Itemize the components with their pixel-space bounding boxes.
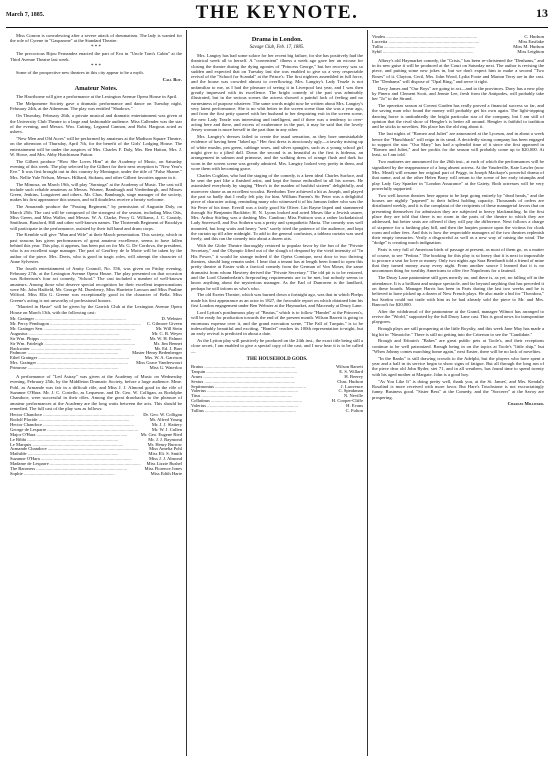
cast-actor: H. Evans <box>346 403 363 409</box>
page-number: 13 <box>536 6 548 20</box>
cast-list <box>10 413 182 477</box>
cast-actor: H. Cooper-Cliffe <box>331 398 363 404</box>
cast-role: Sybil ..... <box>372 50 517 55</box>
cast-role: Rodolf Placide ..... <box>10 418 150 423</box>
cast-actor: Master Henry Bedenberger <box>132 350 182 356</box>
cast-role: Sophie ..... <box>10 472 151 477</box>
cast-list <box>372 35 544 55</box>
cast-role: Major O'Hara ..... <box>10 433 141 438</box>
article-body <box>372 58 544 400</box>
cast-role: Ethel Grainger ..... <box>10 356 145 361</box>
newspaper-title: THE KEYNOTE. <box>195 2 359 23</box>
cast-row <box>372 50 544 55</box>
paragraph: Charles Coghlan, who had the staging of the comedy, is a keen ideal Charles Surface, and he sent the part like a finished artist, and kept the house enthralled in all his scenes. He astonished everybody by singing "Here's to the maiden of bashful sixteen" delightfully, and moreover shone as an excellent vocalist. Beerbohm Tree achieved a hit as Joseph, and played the part so badly that I really felt pity for him. William Farren's Sir Peter was a delightful piece of character acting, reminding many who witnessed it of his famous father who was the Sir Peter of his time. Everill was a fairly good Sir Oliver. Lin Rayne lisped and stammered through Sir Benjamin Backbite; H. N. Lyons looked and acted Moses like a Jewish usurer, Mrs. Arthur Stirling was a dashing Mrs. Candour; Miss Pattison was a rather lackadaisical Lady Sneerwell, and Eva Sothern was a pretty and sympathetic Maria. The comedy was well mounted, but long waits and heavy "sets" sorely tried the patience of the audience, and kept the curtain up till after midnight. To add to the general confusion, a tableau curtain was used freely, and this ran the comedy into about a dozen acts. <box>191 172 363 242</box>
cast-role: Augustus ..... <box>10 332 152 337</box>
cast-list <box>191 365 363 414</box>
star-separator: * * * <box>91 63 101 69</box>
cast-actor: Dr. Geo. W. Colligan <box>143 412 182 418</box>
cast-role: Aruns ..... <box>191 375 344 380</box>
cast-role: Hector Chandoce ..... <box>10 413 143 418</box>
paragraph: Mrs. Langtry's dresses failed to create the usual sensation, as they bore unmistakable evidence of having been "faked up." Her first dress is atrociously ugly—a tawdry mixing up of white muslin, pea green, cabbage roses, and silver spangles, such as a young school girl might give to a jilted doll. Down the second is as beautiful as the first is hideous, an arrangement in salmon and primrose, and the walking dress of orange flush and dark fur worn in the screen scene was greatly admired. Mrs. Langtry looked very pretty in them, and wore them with becoming grace. <box>191 134 363 171</box>
cast-role: Tullius ..... <box>191 409 346 414</box>
article-body <box>191 53 363 354</box>
article-body <box>10 94 182 315</box>
cast-actor: Mr. Henry Burrow <box>147 441 182 447</box>
signature: Charles Millward. <box>507 401 544 407</box>
paragraph: The Drury Lane pantomime still goes merrily on, and there is, as yet, no falling off in the attendance. It is a brilliant and unique spectacle, and far beyond anything that has preceded it on these boards. Manager Harris has been in Paris during the last two weeks and he is believed to have picked up a dozen of New French plays. He also made a bid for "Theodora," but Sardou could not trade with him as he had already sold the piece to Mr. and Mrs. Bancroft for $20,000. <box>372 275 544 307</box>
cast-role: Sir Wm. Phipps ..... <box>10 337 150 342</box>
cast-row <box>10 366 182 371</box>
paragraph: Two matinees are announced for the 26th inst., at each of which the performances will be signalized by the reappearance of a long absent actress. At the Vaudeville, Kate Lawler (now Mrs. Mead) will resume her original part of Peggy, in Joseph Mackaye's powerful drama of that name, and at the other Helen Barry will return to the scene of her early triumphs and play Lady Gay Spanker in "London Assurance" at the Gaiety. Both actresses will be very powerfully supported. <box>372 159 544 191</box>
cast-actor: D. Webster <box>161 316 182 322</box>
column-1 <box>10 33 182 756</box>
article-body <box>10 374 182 411</box>
cast-actor: C. Speakman <box>338 388 363 394</box>
paragraph: After the withdrawal of the pantomime at the Grand, manager Wilmot has arranged to revive the "World," supported by the full Drury Lane cast. This is good news for transpontine playgoers. <box>372 308 544 325</box>
paragraph: Paris is very full of American birds of passage at present, as most of them go, as a matter of course, to see "Fedora." The booking for this play is so heavy that it is next to impossible to procure a seat for love or money. Only two nights ago Sara Bernhardt told a friend of mine that they turned money away every night. From another source I learned that it is no uncommon thing for wealthy Americans to offer five Napoleons for a fauteuil. <box>372 247 544 274</box>
cast-heading: THE HOUSEHOLD GODS. <box>246 356 308 362</box>
paragraph: The precocious Bijou Fernandez enacted the part of Eva in "Uncle Tom's Cabin" at the Third Avenue Theatre last week. <box>10 51 182 62</box>
cast-role: Le Marquis ..... <box>10 443 148 448</box>
cast-role: Sextus ..... <box>191 380 337 385</box>
section-heading: Amateur Notes. <box>74 85 118 93</box>
cast-actor: N. Neville <box>343 393 363 399</box>
paragraph: With the Globe Theatre thoroughly restored to popular favor by the fun of the "Private Secretary," and the Olympic lifted out of the slough of despond by the vivid intensity of "In His Power," it would be strange indeed if the Opéra Comique, next door to two thriving theatres, should long remain unlet. I hear that a tenant has at length been found to open this pretty theatre at Easter with a farcical comedy from the German of Von Moser, the same dramatist from whom Hawtrey derived the "Private Secretary." The old pit is to be restored, and the Lord Chamberlain's fireproofing requirements are to be met, but nobody seems to know anything about the mysterious manager. As the Earl of Dunraven is the landlord, perhaps he will inform us who's who. <box>191 243 363 291</box>
paragraph: The Kemble will give "Man and Wife" at their March presentation. This society, which in past seasons has given performances of great amateur excellence, seems to have fallen behind this year. This play, it appears, has been put on for Mr. G. De Cordova, the president, who is an excellent stage manager. The part of Geoffrey de la Motte will be taken by the author of the piece. Mrs. Davis, who is good in tragic roles, will attempt the character of Anne Sylvester. <box>10 232 182 264</box>
signature: Call Boy. <box>162 76 182 82</box>
cast-actor: Miss G. Waterloo <box>149 365 182 371</box>
cast-actor: Mr. W. H. Palmer <box>149 335 182 341</box>
paragraph: The old Exeter Theatre, which was burned down a fortnight ago, was that in which Phelps made his first appearance as an actor in 1827, the favorable report on which obtained him his first London engagement under Ben Webster at the Haymarket, and Macready at Drury Lane. <box>191 292 363 309</box>
cast-role: Vindex ..... <box>372 35 524 40</box>
cast-actor: Wilson Barrett <box>336 363 363 369</box>
cast-actor: Mr. Will Stein <box>155 325 182 331</box>
cast-role: Sir Wm. Fairleigh ..... <box>10 342 154 347</box>
cast-role: Tullia ..... <box>372 45 513 50</box>
paragraph: "In the Ranks" is still drawing crowds to the Adelphi, but the players who have spent a year and a half in its service begin to show signs of fatigue. But all through the long run of the piece dear old John Ryder, stet 71, and in all weathers, has found time to spend twenty with his aged mother at Margate. John is a good boy. <box>372 355 544 377</box>
paragraph: Miss Conron is convalescing after a severe attack of rheumatism. The lady is wanted for the role of Cyrene in "Gasparone" at the Standard Theatre. <box>10 33 182 44</box>
cast-role: Madame de Lesparre ..... <box>10 462 147 467</box>
paragraph: On Thursday, February 26th, a private musical and dramatic entertainment was given at the University Club Theatre to a large and fashionable audience. Miss Callender was the star of the evening, and Messrs. Wm. Cutting, Legrand Cannon, and Robt. Hargous acted as ushers. <box>10 113 182 135</box>
paragraph: "New Men and Old Acres" will be performed by amateurs at the Madison Square Theatre, on the afternoon of Thursday, April 7th, for the benefit of the Girls' Lodging House. The entertainment will be under the auspices of Mrs. Charles F. Daly, Mrs. Ben Hatton, Mrs. J. W. Howe, and Mrs. Abby Hutchinson Patton. <box>10 136 182 157</box>
cast-actor: Mr. Geo. Eugene Ried <box>140 431 182 437</box>
cast-actor: Miss Florence Jones <box>144 466 182 472</box>
paragraph: Albery's old Haymarket comedy, the "Crisis," has been re-christened the "Denhams," and in its new guise it will be produced at the Court on Saturday next. The author is revising the piece, and putting some new jokes in, but we don't expect him to make a second "Two Roses" of it. Clayton, Cecil, Mrs. John Wood, Lydia Foote and Marion Terry are in the cast. The "Denhams" will dispose of "Opal Ring," and serve it right. <box>372 57 544 84</box>
paragraph: The Mimosa, on March 19th, will play "Saratoga" at the Academy of Music. The cast will include such reliable amateurs as Messrs. Warner, Bamburgh and Vredenburgh, and Misses Green, Jenkins, Longstreet and others. Mr. Chas. Bamburgh, stage manager of the society, makes his first appearance this season, and will doubtless receive a hearty welcome. <box>10 181 182 203</box>
cast-row <box>10 472 182 477</box>
masthead-rule <box>6 27 548 28</box>
paragraph: As the Lytton play will positively be produced on the 24th inst., the exact title being still a close secret, I am enabled to give a special copy of the cast, and I now hear it is to be called— <box>191 338 363 354</box>
cast-actor: E. S. Willard <box>339 368 363 374</box>
cast-role: Primrose ..... <box>10 366 150 371</box>
cast-role: Septimonius ..... <box>191 385 341 390</box>
section-heading: Drama in London. <box>251 36 303 43</box>
column-divider-2 <box>367 30 368 756</box>
cast-actor: C. Gilmore Giveen <box>146 320 182 326</box>
paragraph: Some of the prospective new theatres in this city appear to be a myth. <box>16 69 144 75</box>
cast-role: Mr. Grainger ..... <box>10 317 162 322</box>
paragraph: Brough and Edouin's "Babes" are great public pets at Toole's, and their receptions continue to be well patronized. Brough being in on the topics at Toole's "little ship," but "When Johnny comes marching home again," next Easter, there will be no lack of novelties. <box>372 338 544 354</box>
cast-role: Tarquin ..... <box>191 370 339 375</box>
cast-actor: Mr. J. J. Slattery <box>151 421 182 427</box>
paragraph: Lord Lytton's posthumous play of "Brutus," which is to follow "Hamlet" at the Princess's, will be ready for production towards the end of the present month. Wilson Barrett is going to enormous expense over it, and the grand execution scene, "The Fall of Tarquin," is to be indescribably beautiful and exciting. "Hamlet" reaches its 100th representation to-night, but an early revival is predicted in about a date. <box>191 309 363 337</box>
cast-actor: Miss Grace Vanderwoort <box>136 360 182 366</box>
paragraph: The operettas season at Covent Garden has really proved a financial success so far, and the saving man who found the money will probably get his own again. The light-tripping dancing horse is undoubtedly the bright particular star of the company, but I am still of opinion that the rival show of Hengler's is better all around. Hengler is faithful to tradition and he sticks to novelties. His place has the old ring about it. <box>372 103 544 130</box>
cast-actor: Miss Eastlake <box>518 38 544 44</box>
cast-actor: Miss Lizzie Bushel <box>146 461 182 467</box>
cast-role: Mathilde ..... <box>10 452 148 457</box>
cast-actor: C. Hudson <box>524 34 544 39</box>
cast-role: Lucretia ..... <box>372 40 518 45</box>
cast-actor: Mr. C. B. Weyer <box>151 330 182 336</box>
cast-actor: Mr. W. J. Cullen <box>151 426 182 432</box>
masthead <box>6 2 548 26</box>
paragraph: The Hawthorne will give a performance at the Lexington Avenue Opera House in April. <box>16 94 178 100</box>
cast-role: Collatinus ..... <box>191 399 332 404</box>
cast-role: Titus ..... <box>191 394 344 399</box>
cast-actor: C. Fulton <box>345 408 363 414</box>
cast-actor: Miss Leighton <box>517 48 544 54</box>
cast-role: Mrs. Grainger ..... <box>10 361 136 366</box>
paragraph: A performance of "Led Astray" was given at the Academy of Music on Wednesday evening, February 25th, by the Middleton Dramatic Society, before a large audience. Mme. Pohl, as Armande was fair in a difficult rôle, and Miss J. J. Almond good in the rôle of Suzanne O'Hara. Mr. J. C. Costello, as Lequesne, and Dr. Geo. W. Colligan, as Rodolphe Chandoce, were successful in their rôles. Among the great drawbacks to the pleasure of amateur performances at the Academy are the long waits between the acts. This should be remedied. The full cast of the play was as follows: <box>10 374 182 411</box>
cast-actor: Mr. Alfred Young <box>149 417 182 423</box>
paragraph: The Amaranth produce the "Passing Regiment," by permission of Augustin Daly, on March 25th. The cast will be composed of the strongest of the season, including Miss Otis, Miss Green, and Miss Waller, and Messrs. W. A. Clarke, Percy G. Williams, J. C. Cassidy, Smithson, Bassford, Hill and other well-known names. The Thirteenth Regiment of Brooklyn will participate in the performance, assisted by their full band and drum corps. <box>10 204 182 231</box>
cast-role: Suzanne O'Hara ..... <box>10 457 149 462</box>
cast-actor: Mrs. W. A. Garrison <box>144 355 182 361</box>
cast-role: Mr. Percy Pendragon ..... <box>10 322 147 327</box>
paragraph: Mrs. Langtry has had some solace for her recent big failure, for she has positively had the theatrical week all to herself. A "convenient" illness a week ago gave her an excuse for closing the theatre during the dying agonies of "Princess George," but her recovery was so sudden and expected that on Tuesday last she was enabled to give us a very respectable revival of the "School for Scandal" at the Prince's. The first nighters assembled in full force, and the house was crowded almost to overflowing. Mrs. Langtry's Lady Teazle is not unfamiliar to me, as I had the pleasure of seeing it in Liverpool last year, and I was then greatly impressed with its excellence. The bright comedy of the part was admirably illustrated, but in the serious scenes the actress showed a painful lack of feeling and no earnestness of purpose whatever. The same words might now be written about Mrs. Langtry's very latest performance. She is no whit better in the screen scene than she was a year ago, and from the first petty quarrel with her husband to her despairing exit in the screen scene, the new Lady Teazle was interesting and intelligent, and if there was a tendency to over-acting here and there, and excess of exuberance in the part, it may be said that the lovely Jersey woman is more herself in the part than in any other. <box>191 53 363 133</box>
cast-actor: Mr. Jim Bennet <box>153 340 182 346</box>
paragraph: "As You Like It" is doing pretty well, thank you, at the St. James', and Mrs. Kendal's Rosalind is more received with more favor. But Hare's Touchstone is not excruciatingly funny. Business good. "Sister Bess" at the Comedy, and the "Sorcerer" at the Savoy are prospering. <box>372 378 544 400</box>
cast-actor: Mr. J. J. Raymond <box>148 436 182 442</box>
column-2 <box>191 33 363 756</box>
cast-role: Valerius ..... <box>191 404 346 409</box>
cast-actor: Miss Edith Harte <box>150 471 182 476</box>
cast-role: Mr. Grainger Sen. ..... <box>10 327 156 332</box>
cast-list <box>10 317 182 371</box>
cast-actor: Miss M. Hudson <box>513 43 544 49</box>
paragraph: The Gilbert produce "How She Loves Him" at the Academy of Music, on Saturday evening of this week. The play selected by the Gilbert for their next reception is "New Year's Eve." It was first brought out in this country by Montague, under the title of "False Shame." Mrs. Nellie Yale Nelson, Messrs. Hilliard, Stokum, and other Gilbert favorites appear in it. <box>10 158 182 180</box>
cast-role: Brutus ..... <box>191 365 336 370</box>
dateline: Savage Club, Feb. 17, 1885. <box>249 45 305 50</box>
cast-row <box>191 409 363 414</box>
issue-date: March 7, 1885. <box>6 12 45 18</box>
star-separator: * * * <box>91 45 101 51</box>
cast-actor: Mr. Ed. J. Burr <box>154 345 182 351</box>
cast-role: Armande Chandoce ..... <box>10 447 149 452</box>
cast-actor: Chas. Hudson <box>337 378 363 384</box>
cast-role: Valerius ..... <box>191 389 339 394</box>
cast-role: Le Bibbi ..... <box>10 438 148 443</box>
cast-actor: H. Beerey <box>344 373 363 379</box>
paragraph: Two well known theatres here appear to be kept going entirely by "dead heads," and the houses are nightly "papered" to their fullest holding capacity. Thousands of orders are distributed weekly, and it is the complaint of the recipients of these managerial favors that on presenting themselves for admission they are subjected to heavy blackmailing. In the first place they are told that there is no room in the parts of the theatre to which they are addressed, but better seats are offered if they will pay the difference. Next follows a charge of sixpence for a farthing play bill, and then the harpies pounce upon the victims for cloak room and other fees. And this is how the respectable managers of the two theatres replenish their empty treasuries. Verily a disgraceful as well as a new way of raising the wind. The "dodge" is creating much indignation. <box>372 192 544 246</box>
cast-actor: Miss Eli. S. Smith <box>148 451 182 457</box>
cast-role: Backwater ..... <box>10 347 154 352</box>
column-3 <box>372 33 544 756</box>
cast-actor: Miss Amelia Pohl <box>149 446 182 452</box>
paragraph: The fourth entertainment of Amity Council, No. 556, was given on Friday evening, February 27th, at the Lexington Avenue Opera House. The play presented on that occasion was Robertson's four act comedy, "School." The cast included a number of well-known amateurs. Among those who deserve special recognition for their excellent impersonations were Mr. John Hatfield, Mr. George M. Duesberry, Miss Harriette Lawson and Miss Pauline Wilford. Miss Ella G. Greene was exceptionally good in the character of Bella. Miss Greene's acting is not unworthy of professional honors. <box>10 265 182 303</box>
cast-actor: Miss J. J. Almond <box>148 456 182 462</box>
cast-role: Padmore ..... <box>10 351 132 356</box>
column-divider-1 <box>186 30 187 756</box>
cast-actor: J. Lawrence <box>340 383 363 389</box>
cast-role: The Baroness ..... <box>10 467 144 472</box>
paragraph: Brough plays are still prospering at the little Royalty, and this week Jane May has made a big hit in "Nimoiche." There is still no getting into the Criterion to see the "Candidate." <box>372 326 544 337</box>
cast-role: Hector Chandoce ..... <box>10 423 152 428</box>
cast-role: George de Lesparre ..... <box>10 428 152 433</box>
paragraph: "Married in Haste" will be given by the Garrick Club at the Lexington Avenue Opera House on March 13th, with the following cast: <box>10 304 182 315</box>
paragraph: The last nights of "Romeo and Juliet" are announced at the Lyceum, and in about a week hence the "Hunchback" will reign in its stead. A decidedly strong company has been engaged to support the star. "Our Mary" has had a splendid time of it since she first appeared in "Romeo and Juliet," and her profits for the season will probably come up to $20,000. At least, so I am told. <box>372 131 544 158</box>
paragraph: Davy James and "Our Boys" are going to act—and to the provinces. Davy has a new play by Pinero and Clement Scott, and Jennie Lee, fresh from the Antipodes, will probably take her "Jo" to the Strand. <box>372 85 544 102</box>
paragraph: The Melpomene Society gave a dramatic performance and dance on Tuesday night, February 24th, at the Atheneum. The play was entitled "Shadows." <box>10 101 182 112</box>
